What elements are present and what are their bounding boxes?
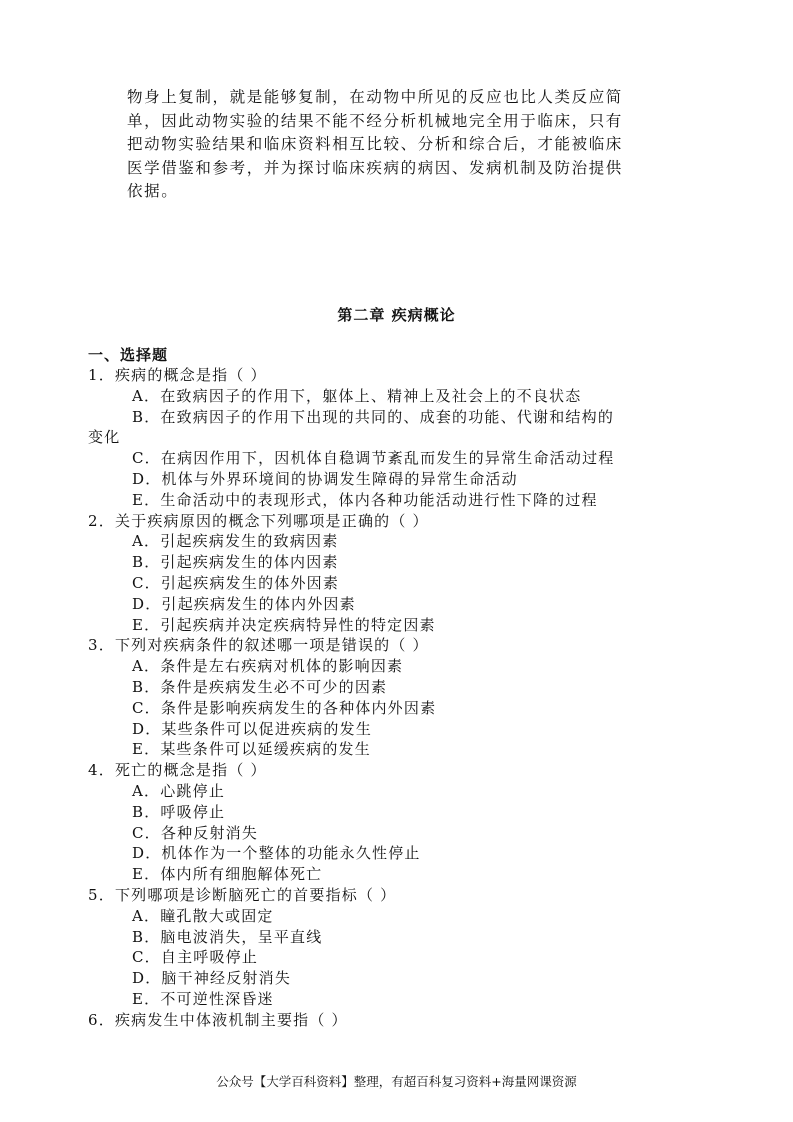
question-option: D．脑干神经反射消失: [132, 969, 292, 988]
chapter-title: 第二章 疾病概论: [337, 306, 456, 324]
question-option: A．瞳孔散大或固定: [132, 906, 274, 925]
option-text: B．在致病因子的作用下出现的共同的、成套的功能、代谢和结构的: [132, 407, 615, 426]
question-option: B．引起疾病发生的体内因素: [132, 553, 339, 572]
intro-line: 单，因此动物实验的结果不能不经分析机械地完全用于临床，只有: [127, 111, 623, 130]
question-option: E．某些条件可以延缓疾病的发生: [132, 740, 371, 759]
question-option: A．心跳停止: [132, 781, 226, 800]
intro-line: 医学借鉴和参考，并为探讨临床疾病的病因、发病机制及防治提供: [127, 158, 623, 177]
question-option: E．引起疾病并决定疾病特异性的特定因素: [132, 615, 436, 634]
question-list: [88, 365, 708, 1031]
question-option: A．条件是左右疾病对机体的影响因素: [132, 657, 404, 676]
question-stem: 5．下列哪项是诊断脑死亡的首要指标（ ）: [88, 885, 397, 904]
question-option: C．引起疾病发生的体外因素: [132, 573, 340, 592]
question-option: [88, 407, 708, 449]
question-option: E．生命活动中的表现形式，体内各种功能活动进行性下降的过程: [132, 490, 598, 509]
question-option: A．引起疾病发生的致病因素: [132, 532, 339, 551]
question-option: A．在致病因子的作用下，躯体上、精神上及社会上的不良状态: [132, 386, 582, 405]
question-option: C．自主呼吸停止: [132, 948, 259, 967]
question-stem: 1．疾病的概念是指（ ）: [88, 366, 267, 384]
question-option: E．体内所有细胞解体死亡: [132, 865, 323, 884]
question-option: D．机体与外界环境间的协调发生障碍的异常生命活动: [132, 469, 518, 488]
question-option: C．条件是影响疾病发生的各种体内外因素: [132, 698, 437, 717]
section-title: 一、选择题: [88, 346, 169, 364]
question-stem: 4．死亡的概念是指（ ）: [88, 761, 267, 780]
question-option: B．脑电波消失，呈平直线: [132, 927, 323, 946]
page-footer: 公众号【大学百科资料】整理，有超百科复习资料+海量网课资源: [216, 1074, 577, 1089]
question-option: B．条件是疾病发生必不可少的因素: [132, 677, 388, 696]
question-option: E．不可逆性深昏迷: [132, 989, 274, 1008]
question-option: D．引起疾病发生的体内外因素: [132, 594, 356, 613]
question-stem: 2．关于疾病原因的概念下列哪项是正确的（ ）: [88, 511, 429, 530]
intro-line: 物身上复制，就是能够复制，在动物中所见的反应也比人类反应简: [127, 88, 623, 106]
question-option: B．呼吸停止: [132, 802, 226, 821]
question-option: D．某些条件可以促进疾病的发生: [132, 719, 373, 738]
intro-paragraph: [127, 86, 697, 204]
question-stem: 3．下列对疾病条件的叙述哪一项是错误的（ ）: [88, 636, 429, 655]
intro-line: 依据。: [127, 182, 179, 200]
option-continuation: 变化: [88, 428, 121, 447]
question-option: D．机体作为一个整体的功能永久性停止: [132, 844, 421, 863]
question-option: C．各种反射消失: [132, 823, 259, 842]
question-stem: 6．疾病发生中体液机制主要指（ ）: [88, 1010, 348, 1029]
intro-line: 把动物实验结果和临床资料相互比较、分析和综合后，才能被临床: [127, 135, 623, 153]
question-option: C．在病因作用下，因机体自稳调节紊乱而发生的异常生命活动过程: [132, 449, 615, 468]
